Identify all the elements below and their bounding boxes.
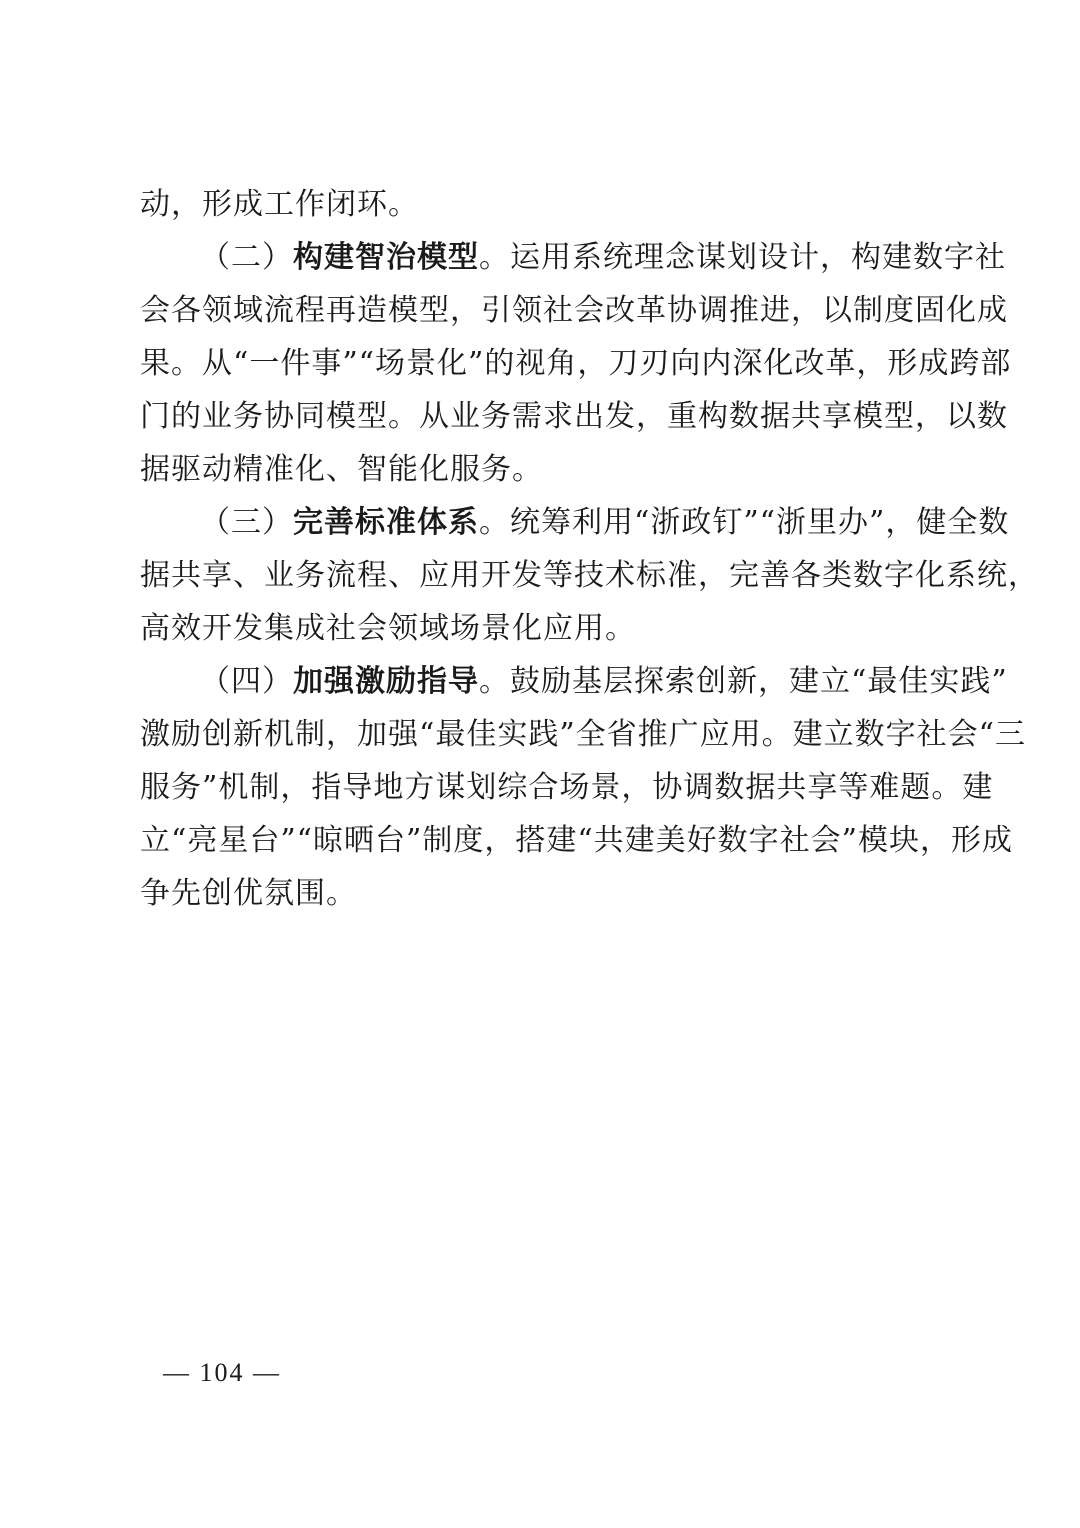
section-marker: （四） bbox=[200, 664, 293, 699]
paragraph-line: 服务”机制，指导地方谋划综合场景，协调数据共享等难题。建 bbox=[140, 770, 994, 805]
paragraph-line: 据驱动精准化、智能化服务。 bbox=[140, 452, 543, 487]
page-number: — 104 — bbox=[163, 1358, 281, 1387]
paragraph-line: 据共享、业务流程、应用开发等技术标准，完善各类数字化系统， bbox=[140, 558, 1039, 593]
section-4-first-line bbox=[200, 662, 1008, 702]
paragraph-text: 。统筹利用“浙政钉”“浙里办”，健全数 bbox=[479, 505, 1010, 540]
section-marker: （二） bbox=[200, 240, 293, 275]
paragraph-line: 果。从“一件事”“场景化”的视角，刀刃向内深化改革，形成跨部 bbox=[140, 346, 1012, 381]
section-heading: 完善标准体系 bbox=[293, 505, 479, 540]
paragraph-line: 门的业务协同模型。从业务需求出发，重构数据共享模型，以数 bbox=[140, 399, 1008, 434]
paragraph-line: 动，形成工作闭环。 bbox=[140, 187, 419, 222]
section-heading: 构建智治模型 bbox=[293, 240, 479, 275]
paragraph-line: 争先创优氛围。 bbox=[140, 876, 357, 911]
section-marker: （三） bbox=[200, 505, 293, 540]
paragraph-text: 。运用系统理念谋划设计，构建数字社 bbox=[479, 240, 1006, 275]
paragraph-line: 立“亮星台”“晾晒台”制度，搭建“共建美好数字社会”模块，形成 bbox=[140, 823, 1014, 858]
paragraph-text: 。鼓励基层探索创新，建立“最佳实践” bbox=[479, 664, 1008, 699]
paragraph-line: 激励创新机制，加强“最佳实践”全省推广应用。建立数字社会“三 bbox=[140, 717, 1027, 752]
paragraph-line: 会各领域流程再造模型，引领社会改革协调推进，以制度固化成 bbox=[140, 293, 1008, 328]
section-2-first-line bbox=[200, 238, 1006, 278]
section-3-first-line bbox=[200, 503, 1010, 543]
paragraph-line: 高效开发集成社会领域场景化应用。 bbox=[140, 611, 636, 646]
section-heading: 加强激励指导 bbox=[293, 664, 479, 699]
